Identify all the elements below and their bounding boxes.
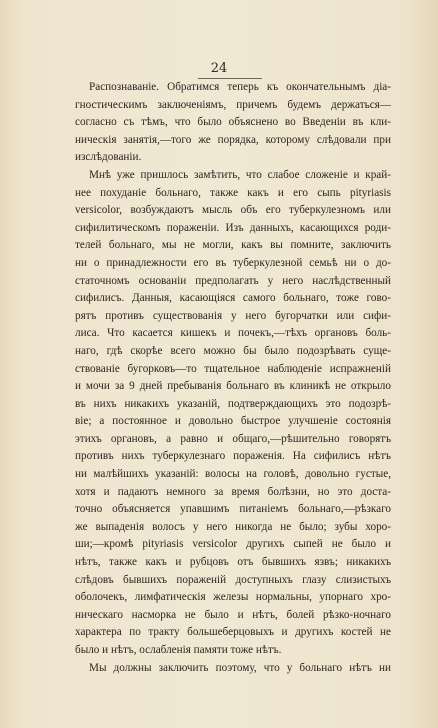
text-line: статочномъ основаніи предполагать у него наслѣдственный (75, 274, 391, 287)
text-line: ни о принадлежности его въ туберкулезной семьѣ ни о до- (75, 256, 391, 269)
text-line: нее похуданіе больнаго, также какъ и его сыпь pityriasis (75, 186, 391, 199)
text-line: этихъ органовъ, а равно и общаго,—рѣшительно говорятъ (75, 432, 391, 445)
page-number: 24 (210, 61, 228, 76)
text-line: телей больнаго, мы не могли, какъ вы помните, заключить (75, 239, 391, 252)
text-line: сифилитическомъ пораженіи. Изъ данныхъ, касающихся роди- (75, 221, 391, 234)
text-line: рятъ противъ существованія у него бугорчатки или сифи- (75, 309, 391, 322)
text-line: гностическимъ заключеніямъ, причемъ будемъ держаться— (75, 98, 391, 111)
text-line: ническія занятія,—того же порядка, которому слѣдовали при (75, 133, 391, 146)
text-line: изслѣдованіи. (75, 151, 142, 164)
text-line: характера по тракту большеберцовыхъ и другихъ костей не (75, 626, 391, 639)
text-line: согласно съ тѣмъ, что было объяснено во Введеніи въ кли- (75, 116, 391, 129)
text-line: Мнѣ уже пришлось замѣтить, что слабое сложеніе и край- (89, 168, 391, 181)
text-line: точно объясняется упавшимъ питаніемъ больнаго,—рѣзкаго (75, 503, 391, 516)
text-line: віе; а постоянное и довольно быстрое улучшеніе состоянія (75, 415, 391, 428)
text-line: ствованіе бугорковъ—то тщательное наблюденіе испражненій (75, 362, 391, 375)
text-line: ни малѣйшихъ указаній: волосы на головѣ, довольно густые, (75, 468, 391, 481)
text-line: хотя и падаютъ немного за время болѣзни, но это доста- (75, 485, 391, 498)
text-line: было и нѣтъ, ослабленія памяти тоже нѣтъ. (75, 644, 282, 656)
text-line: противъ нихъ туберкулезнаго пораженія. На сифилисъ нѣтъ (75, 450, 391, 463)
text-line: Мы должны заключить поэтому, что у больнаго нѣтъ ни (89, 661, 391, 674)
body-text (75, 79, 391, 677)
text-line: слѣдовъ бывшихъ пораженій доступныхъ глазу слизистыхъ (75, 573, 391, 586)
text-line: и мочи за 9 дней пребыванія больнаго въ клиникѣ не открыло (75, 380, 391, 393)
text-line: наго, гдѣ скорѣе всего можно бы было подозрѣвать суще- (75, 344, 391, 357)
text-line: лиса. Что касается кишекъ и почекъ,—тѣхъ органовъ боль- (75, 327, 391, 340)
text-line: же выпаденія волосъ у него никогда не было; зубы хоро- (75, 520, 391, 533)
text-line: оболочекъ, лимфатическія железы нормальны, упорнаго хро- (75, 591, 391, 604)
text-line: въ нихъ никакихъ указаній, подтверждающихъ это подозрѣ- (75, 397, 391, 410)
text-line: ши;—кромѣ pityriasis versicolor другихъ сыпей не было и (75, 538, 391, 551)
text-line: ническаго насморка не было и нѣтъ, болей рѣзко-ночнаго (75, 608, 391, 621)
text-line: versicolor, возбуждаютъ мысль объ его туберкулезномъ или (75, 204, 391, 217)
text-line: Распознаваніе. Обратимся теперь къ окончательнымъ діа- (89, 81, 391, 93)
text-line: сифилисъ. Данныя, касающіяся самого больнаго, тоже гово- (75, 292, 391, 305)
text-line: нѣтъ, также какъ и рубцовъ отъ бывшихъ язвъ; никакихъ (75, 556, 391, 569)
